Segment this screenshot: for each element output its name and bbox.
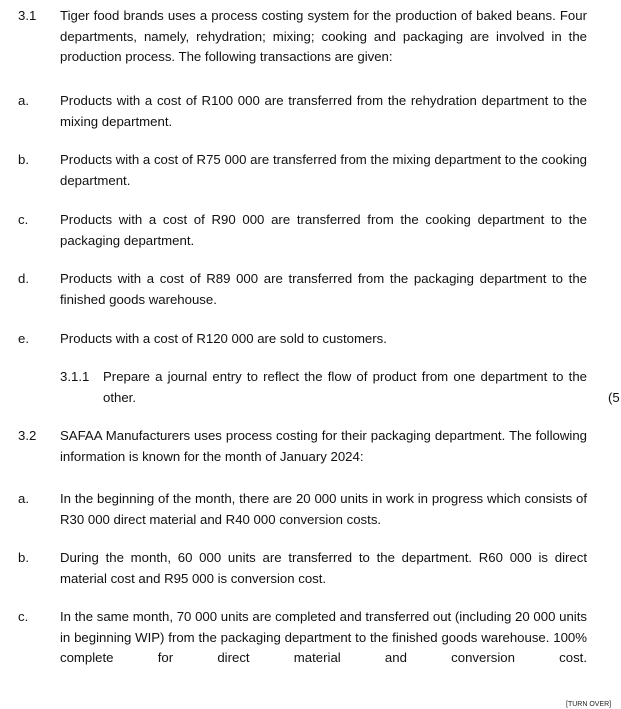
question-intro: Tiger food brands uses a process costing system for the production of baked beans. Four departments, namely, rehydration; mixing; cooking and packaging are involved in the production process. The following transactions are given: <box>60 8 587 64</box>
item-label: c. <box>18 609 29 624</box>
item-label: d. <box>18 271 29 286</box>
turn-over-footer: [TURN OVER] <box>566 701 612 708</box>
item-text: During the month, 60 000 units are transferred to the department. R60 000 is direct material cost and R95 000 is conversion cost. <box>60 550 587 586</box>
question-intro: SAFAA Manufacturers uses process costing for their packaging department. The following information is known for the month of January 2024: <box>60 428 587 464</box>
question-number: 3.1 <box>18 8 37 23</box>
item-text: Products with a cost of R100 000 are transferred from the rehydration department to the mixing department. <box>60 93 587 129</box>
item-text: In the beginning of the month, there are 20 000 units in work in progress which consists of R30 000 direct material and R40 000 conversion costs. <box>60 491 587 527</box>
sub-question-text: Prepare a journal entry to reflect the flow of product from one department to the other. <box>103 369 587 405</box>
item-text: Products with a cost of R89 000 are transferred from the packaging department to the finished goods warehouse. <box>60 271 587 307</box>
sub-question-number: 3.1.1 <box>60 369 90 384</box>
item-label: a. <box>18 93 29 108</box>
item-text: In the same month, 70 000 units are completed and transferred out (including 20 000 units in beginning WIP) from the packaging department to the finished goods warehouse. 100% complete for direct material and conversion cost. <box>60 609 587 665</box>
item-label: b. <box>18 550 29 565</box>
question-number: 3.2 <box>18 428 37 443</box>
marks-allocation: (5 <box>608 390 620 405</box>
item-label: c. <box>18 212 29 227</box>
item-label: a. <box>18 491 29 506</box>
item-text: Products with a cost of R75 000 are transferred from the mixing department to the cooking department. <box>60 152 587 188</box>
item-text: Products with a cost of R120 000 are sold to customers. <box>60 331 387 346</box>
item-text: Products with a cost of R90 000 are transferred from the cooking department to the packaging department. <box>60 212 587 248</box>
item-label: b. <box>18 152 29 167</box>
item-label: e. <box>18 331 29 346</box>
